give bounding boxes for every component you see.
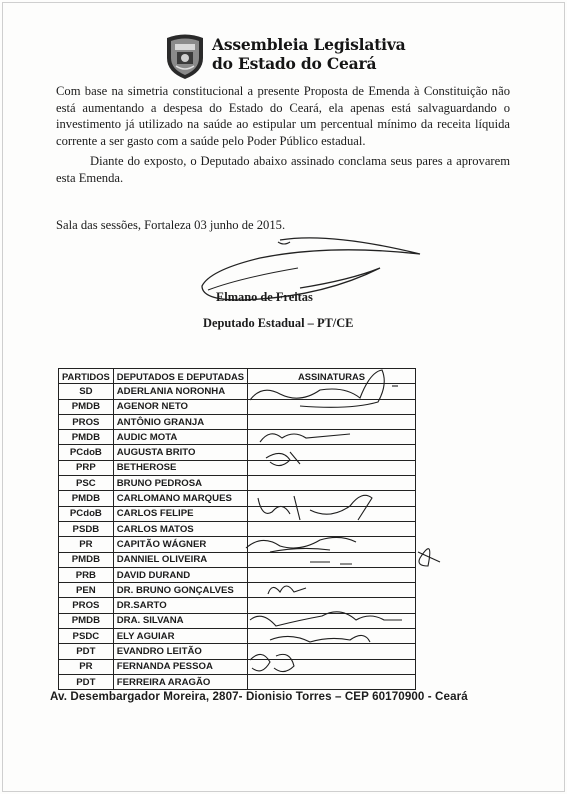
- deputy-name-cell: CAPITÃO WÁGNER: [113, 537, 247, 552]
- party-cell: PMDB: [59, 399, 114, 414]
- conclusion-paragraph: Diante do exposto, o Deputado abaixo assinado conclama seus pares a aprovarem esta Emenda.: [56, 154, 510, 185]
- deputy-name-cell: AUDIC MOTA: [113, 430, 247, 445]
- assembly-crest-icon: [164, 32, 206, 80]
- deputy-name-cell: DR.SARTO: [113, 598, 247, 613]
- letterhead: [164, 32, 404, 82]
- table-row: [59, 644, 416, 659]
- signature-cell: [248, 598, 416, 613]
- deputy-name-cell: DRA. SILVANA: [113, 613, 247, 628]
- deputy-name-cell: CARLOS FELIPE: [113, 506, 247, 521]
- deputy-name-cell: DR. BRUNO GONÇALVES: [113, 583, 247, 598]
- deputy-name-cell: BETHEROSE: [113, 460, 247, 475]
- table-row: [59, 598, 416, 613]
- deputy-name-cell: ELY AGUIAR: [113, 629, 247, 644]
- table-header-row: [59, 369, 416, 384]
- signature-cell: [248, 460, 416, 475]
- party-cell: PCdoB: [59, 506, 114, 521]
- party-cell: PDT: [59, 674, 114, 689]
- org-name-line1: Assembleia Legislativa: [212, 35, 406, 54]
- table-row: [59, 414, 416, 429]
- party-cell: PSC: [59, 476, 114, 491]
- table-row: [59, 476, 416, 491]
- party-cell: PRB: [59, 567, 114, 582]
- party-cell: PR: [59, 659, 114, 674]
- party-cell: PRP: [59, 460, 114, 475]
- deputy-name-cell: CARLOS MATOS: [113, 521, 247, 536]
- signature-cell: [248, 445, 416, 460]
- table-row: [59, 460, 416, 475]
- party-cell: PCdoB: [59, 445, 114, 460]
- deputy-name-cell: FERREIRA ARAGÃO: [113, 674, 247, 689]
- signer-role: Deputado Estadual – PT/CE: [203, 316, 354, 330]
- party-cell: PMDB: [59, 491, 114, 506]
- deputy-name-cell: BRUNO PEDROSA: [113, 476, 247, 491]
- session-date: Sala das sessões, Fortaleza 03 junho de 2015.: [56, 218, 286, 232]
- table-row: [59, 399, 416, 414]
- signature-cell: [248, 476, 416, 491]
- signature-cell: [248, 613, 416, 628]
- deputies-table-body: [59, 384, 416, 690]
- deputy-name-cell: CARLOMANO MARQUES: [113, 491, 247, 506]
- table-row: [59, 384, 416, 399]
- signature-cell: [248, 384, 416, 399]
- signature-cell: [248, 567, 416, 582]
- deputy-name-cell: ADERLANIA NORONHA: [113, 384, 247, 399]
- signature-cell: [248, 506, 416, 521]
- signature-cell: [248, 644, 416, 659]
- party-cell: SD: [59, 384, 114, 399]
- table-row: [59, 659, 416, 674]
- signature-cell: [248, 430, 416, 445]
- party-cell: PMDB: [59, 613, 114, 628]
- table-row: [59, 613, 416, 628]
- party-cell: PROS: [59, 414, 114, 429]
- table-row: [59, 583, 416, 598]
- signature-cell: [248, 491, 416, 506]
- deputy-name-cell: DANNIEL OLIVEIRA: [113, 552, 247, 567]
- signature-cell: [248, 552, 416, 567]
- deputy-name-cell: DAVID DURAND: [113, 567, 247, 582]
- column-header-signatures: ASSINATURAS: [248, 369, 416, 384]
- column-header-party: PARTIDOS: [59, 369, 114, 384]
- deputy-name-cell: ANTÔNIO GRANJA: [113, 414, 247, 429]
- table-row: [59, 445, 416, 460]
- deputy-name-cell: FERNANDA PESSOA: [113, 659, 247, 674]
- table-row: [59, 521, 416, 536]
- party-cell: PROS: [59, 598, 114, 613]
- party-cell: PMDB: [59, 552, 114, 567]
- party-cell: PSDB: [59, 521, 114, 536]
- table-row: [59, 506, 416, 521]
- signature-cell: [248, 399, 416, 414]
- party-cell: PSDC: [59, 629, 114, 644]
- org-name-line2: do Estado do Ceará: [212, 54, 377, 73]
- signature-cell: [248, 583, 416, 598]
- footer-address: Av. Desembargador Moreira, 2807- Dionisio Torres – CEP 60170900 - Ceará: [50, 690, 468, 703]
- justification-paragraph: Com base na simetria constitucional a presente Proposta de Emenda à Constituição não está aumentando a despesa do Estado do Ceará, ela apenas está salvaguardando o investimento já utilizado na saúde ao estipular um percentual mínimo da receita líquida corrente a ser gasto com a saúde pelo Poder Público estadual.: [56, 84, 510, 148]
- signature-cell: [248, 521, 416, 536]
- party-cell: PR: [59, 537, 114, 552]
- deputy-name-cell: AUGUSTA BRITO: [113, 445, 247, 460]
- table-row: [59, 537, 416, 552]
- table-row: [59, 491, 416, 506]
- table-row: [59, 430, 416, 445]
- signature-cell: [248, 674, 416, 689]
- party-cell: PMDB: [59, 430, 114, 445]
- signature-cell: [248, 537, 416, 552]
- signer-name: Elmano de Freitas: [216, 290, 313, 304]
- deputy-name-cell: EVANDRO LEITÃO: [113, 644, 247, 659]
- table-row: [59, 552, 416, 567]
- deputies-signature-table: [58, 368, 416, 690]
- table-row: [59, 674, 416, 689]
- signature-cell: [248, 629, 416, 644]
- column-header-deputies: DEPUTADOS E DEPUTADAS: [113, 369, 247, 384]
- table-row: [59, 567, 416, 582]
- signature-cell: [248, 414, 416, 429]
- table-row: [59, 629, 416, 644]
- party-cell: PDT: [59, 644, 114, 659]
- signature-cell: [248, 659, 416, 674]
- party-cell: PEN: [59, 583, 114, 598]
- deputy-name-cell: AGENOR NETO: [113, 399, 247, 414]
